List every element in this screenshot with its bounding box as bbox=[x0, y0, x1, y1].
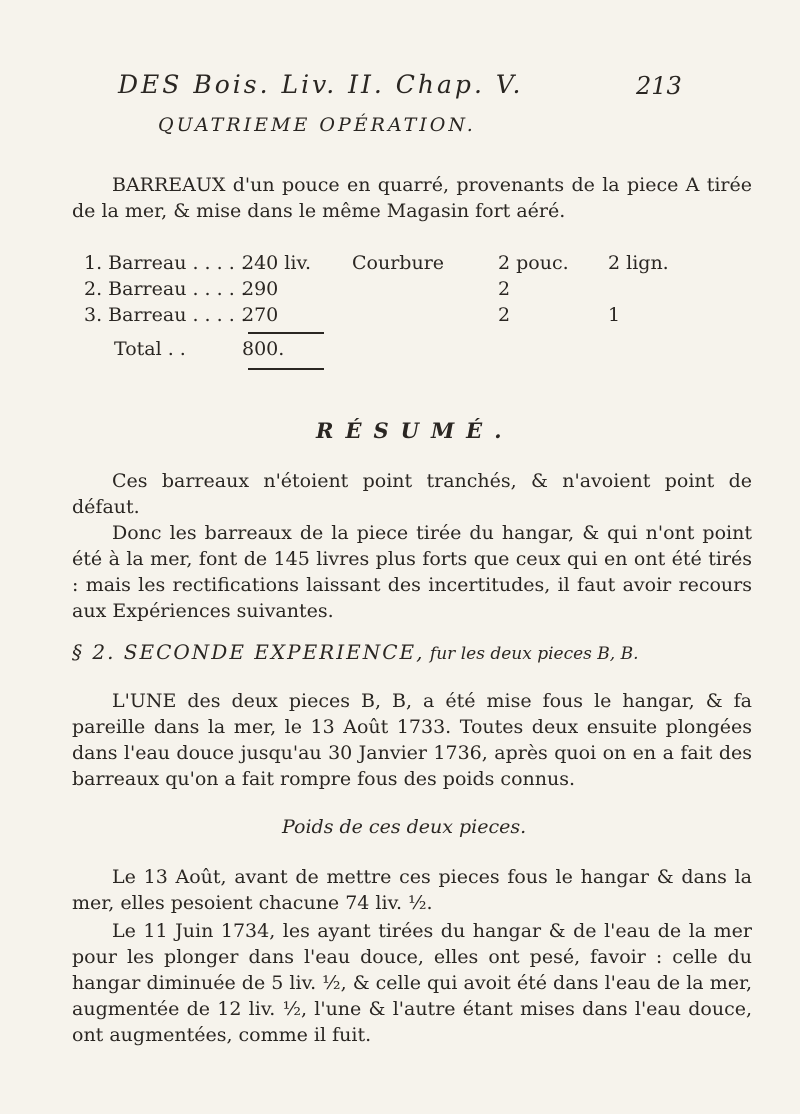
resume-title: RÉSUMÉ. bbox=[316, 418, 514, 443]
row-curve-label: Courbure bbox=[352, 252, 445, 274]
second-experience-text: L'UNE des deux pieces B, B, a été mise fous le hangar, & fa pareille dans la mer, le 13 Août 1733. Toutes deux ensuite plongées dans l'eau douce jusqu'au 30 Janvier 1736, après quoi on en a fait des barreaux qu'on a fait rompre fous des poids connus. bbox=[72, 690, 752, 790]
total-rule-top bbox=[248, 332, 324, 334]
total-rule-bottom bbox=[248, 368, 324, 370]
row-lignes: 2 lign. bbox=[608, 252, 669, 274]
total-label: Total . . bbox=[114, 338, 186, 360]
row-lignes: 1 bbox=[608, 304, 621, 326]
row-value: 290 bbox=[242, 278, 279, 300]
second-experience-paragraph bbox=[72, 688, 752, 792]
resume-text-1: Ces barreaux n'étoient point tranchés, & n'avoient point de défaut. bbox=[72, 470, 752, 518]
intro-text: BARREAUX d'un pouce en quarré, provenants de la piece A tirée de la mer, & mise dans le même Magasin fort aéré. bbox=[72, 174, 752, 222]
total-value: 800. bbox=[242, 338, 285, 360]
row-value: 240 liv. bbox=[242, 252, 311, 274]
resume-text-2: Donc les barreaux de la piece tirée du hangar, & qui n'ont point été à la mer, font de 145 livres plus forts que ceux qui en ont été tirés : mais les rectifications laissant des incertitudes, il faut avoir recours aux Expériences suivantes. bbox=[72, 522, 752, 622]
resume-paragraph-2 bbox=[72, 520, 752, 624]
poids-text-2: Le 11 Juin 1734, les ayant tirées du hangar & de l'eau de la mer pour les plonger dans l'eau douce, elles ont pesé, favoir : celle du hangar diminuée de 5 liv. ½, & celle qui avoit été dans l'eau de la mer, augmentée de 12 liv. ½, l'une & l'autre étant mises dans l'eau douce, ont augmentées, comme il fuit. bbox=[72, 920, 752, 1046]
poids-text-1: Le 13 Août, avant de mettre ces pieces fous le hangar & dans la mer, elles pesoient chacune 74 liv. ½. bbox=[72, 866, 752, 914]
row-label: 2. Barreau . . . . . bbox=[84, 278, 247, 300]
resume-paragraph-1 bbox=[72, 468, 752, 520]
row-label: 1. Barreau . . . . . bbox=[84, 252, 247, 274]
poids-paragraph-1 bbox=[72, 864, 752, 916]
running-head: DES Bois. Liv. II. Chap. V. bbox=[118, 70, 524, 99]
page-number: 213 bbox=[636, 72, 682, 100]
section-title: QUATRIEME OPÉRATION. bbox=[158, 114, 476, 136]
row-value: 270 bbox=[242, 304, 279, 326]
row-label: 3. Barreau . . . . . bbox=[84, 304, 247, 326]
poids-title: Poids de ces deux pieces. bbox=[282, 816, 527, 838]
row-pouces: 2 bbox=[498, 304, 511, 326]
intro-paragraph bbox=[72, 172, 752, 224]
poids-paragraph-2 bbox=[72, 918, 752, 1048]
second-experience-heading bbox=[72, 640, 639, 664]
row-pouces: 2 bbox=[498, 278, 511, 300]
heading-rest: fur les deux pieces B, B. bbox=[424, 644, 639, 664]
heading-main: § 2. SECONDE EXPERIENCE, bbox=[72, 640, 425, 664]
row-pouces: 2 pouc. bbox=[498, 252, 569, 274]
